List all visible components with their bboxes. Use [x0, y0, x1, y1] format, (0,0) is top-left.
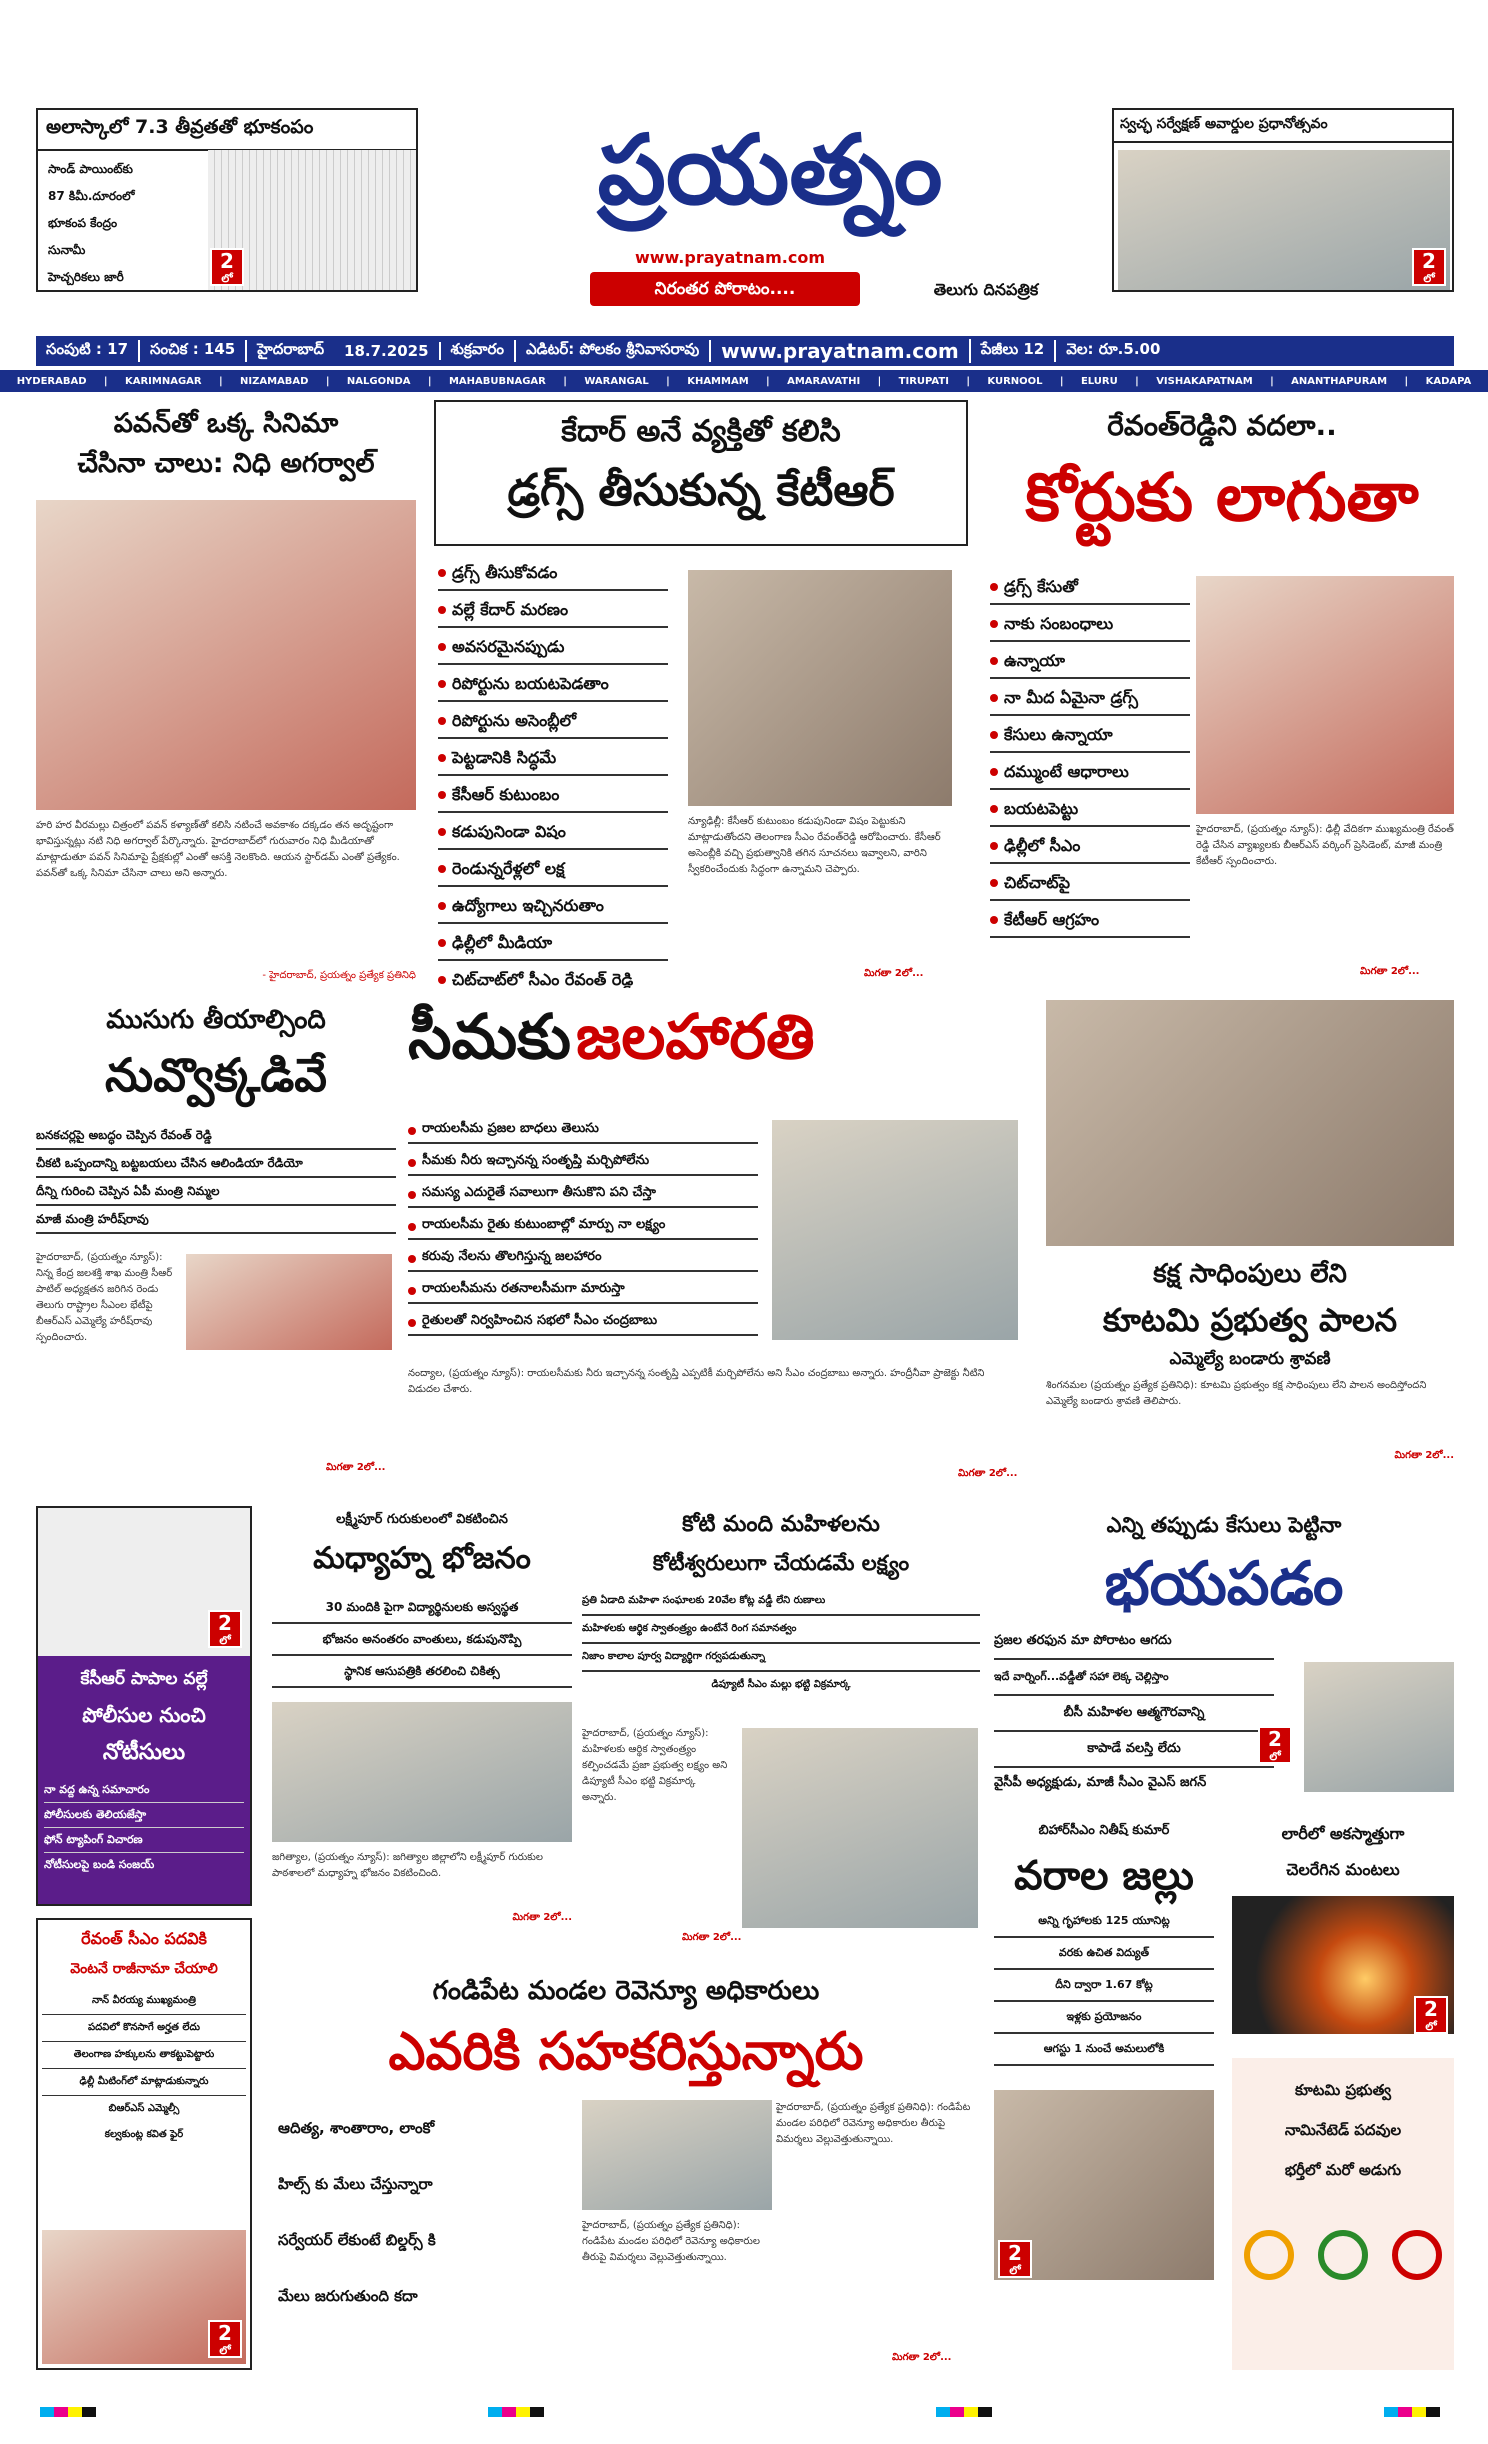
story-jagan: ఎన్ని తప్పుడు కేసులు పెట్టినా భయపడం ప్రజల తరఫున మా పోరాటం ఆగదు ఇదే వార్నింగ్...వడ్డీతో సహా లెక్క చెల్లిస్తాం బీసీ మహిళల ఆత్మగౌరవాన్ని కాపాడే వలస్తి లేదు వైసీపీ అధ్యక్షుడు, మాజీ సీఎం వైఎస్ జగన్ 2 లో — [994, 1506, 1454, 1800]
story3-bullets: డ్రగ్స్ కేసుతో నాకు సంబంధాలు ఉన్నాయా నా మీద ఏమైనా డ్రగ్స్ కేసులు ఉన్నాయా దమ్ముంటే ఆధారాలు బయటపెట్టు ఢిల్లీలో సీఎం చిట్‌చాట్‌పై కేటీఆర్ ఆగ్రహం — [990, 574, 1190, 944]
city: హైదరాబాద్ — [257, 340, 325, 358]
story-bhojanam: లక్ష్మీపూర్ గురుకులంలో వికటించిన మధ్యాహ్న భోజనం 30 మందికి పైగా విద్యార్థినులకు అస్వస్థత భోజనం అనంతరం వాంతులు, కడుపునొప్పి స్థానిక ఆసుపత్రికి తరలించి చికిత్స జగిత్యాల, (ప్రయత్నం న్యూస్): జగిత్యాల జిల్లాలోని లక్ష్మీపూర్ గురుకుల పాఠశాలలో మధ్యాహ్న భోజనం వికటించింది. మిగతా 2లో... — [272, 1512, 572, 1923]
left-top-box — [36, 108, 418, 292]
pages: పేజీలు 12 — [971, 340, 1057, 362]
bhatti-photo — [742, 1728, 978, 1928]
nidhi-pawan-photo — [36, 500, 416, 810]
printer-marks — [40, 2402, 1440, 2416]
story-ktr-court: రేవంత్‌రెడ్డిని వదలా.. కోర్టుకు లాగుతా డ్రగ్స్ కేసుతో నాకు సంబంధాలు ఉన్నాయా నా మీద ఏమైనా డ్రగ్స్ కేసులు ఉన్నాయా దమ్ముంటే ఆధారాలు బయటపెట్టు ఢిల్లీలో సీఎం చిట్‌చాట్‌పై కేటీఆర్ ఆగ్రహం హైదరాబాద్, (ప్రయత్నం న్యూస్): ఢిల్లీ వేదికగా ముఖ్యమంత్రి రేవంత్ రెడ్డి చేసిన వ్యాఖ్యలకు బీఆర్ఎస్ వర్కింగ్ ప్రెసిడెంట్, మాజీ మంత్రి కేటీఆర్ స్పందించారు. మిగతా 2లో... — [990, 404, 1454, 984]
day: శుక్రవారం — [441, 340, 517, 362]
page2-badge[interactable]: 2 లో — [1414, 1996, 1448, 2034]
story4-lines: బనకచర్లపై అబద్ధం చెప్పిన రేవంత్ రెడ్డి చీకటి ఒప్పందాన్ని బట్టబయలు చేసిన ఆలిండియా రేడియో దీన్ని గురించి చెప్పిన ఏపీ మంత్రి నిమ్మల మాజీ మంత్రి హరీష్‌రావు — [36, 1122, 396, 1234]
party-symbols — [1232, 2230, 1454, 2280]
jalaharathi-title: సీమకు జలహారతి — [408, 1000, 815, 1073]
chandrababu-photo — [772, 1120, 1018, 1340]
story-gandipet: గండిపేట మండల రెవెన్యూ అధికారులు ఎవరికి సహకరిస్తున్నారు ఆదిత్య, శాంతారాం, లాంకో హిల్స్ కు మేలు చేస్తున్నారా సర్వేయర్ లేకుంటే బిల్డర్స్ కి మేలు జరుగుతుంది కదా హైదరాబాద్, (ప్రయత్నం ప్రత్యేక ప్రతినిధి): గండిపేట మండల పరిధిలో రెవెన్యూ అధికారుల తీరుపై విమర్శలు వెల్లువెత్తుతున్నాయి. హైదరాబాద్, (ప్రయత్నం ప్రత్యేక ప్రతినిధి): గండిపేట మండల పరిధిలో రెవెన్యూ అధికారుల తీరుపై విమర్శలు వెల్లువెత్తుతున్నాయి. మిగతా 2లో... — [278, 1976, 971, 2363]
page2-badge[interactable]: 2 లో — [1258, 1726, 1292, 1764]
ktr-photo — [1196, 576, 1454, 814]
hospital-photo — [272, 1702, 572, 1842]
masthead-tagline: నిరంతర పోరాటం.... — [590, 272, 860, 306]
story5-bullets: రాయలసీమ ప్రజల బాధలు తెలుసు సీమకు నీరు ఇచ్చానన్న సంతృప్తి మర్చిపోలేను సమస్య ఎదురైతే సవాలుగా తీసుకొని పని చేస్తా రాయలసీమ రైతు కుటుంబాల్లో మార్పు నా లక్ష్యం కరువు నేలను తొలగిస్తున్న జలహారం రాయలసీమను రతనాలసీమగా మారుస్తా రైతులతో నిర్వహించిన సభలో సీఎం చంద్రబాబు — [408, 1118, 758, 1342]
info-bar — [36, 336, 1454, 366]
page2-badge[interactable]: 2 లో — [1412, 248, 1446, 286]
story-bandi: 2 లో కేసీఆర్ పాపాల వల్లే పోలీసుల నుంచి నోటీసులు నా వద్ద ఉన్న సమాచారం పోలీసులకు తెలియజేస్తా ఫోన్ ట్యాపింగ్ విచారణ నోటీసులపై బండి సంజయ్ — [36, 1506, 252, 1906]
revanth-photo — [688, 570, 952, 806]
date: 18.7.2025 — [334, 342, 440, 360]
building-photo — [582, 2100, 772, 2210]
bandi-photo — [38, 1508, 250, 1656]
story-jalaharathi: సీమకు జలహారతి రాయలసీమ ప్రజల బాధలు తెలుసు సీమకు నీరు ఇచ్చానన్న సంతృప్తి మర్చిపోలేను సమస్య ఎదురైతే సవాలుగా తీసుకొని పని చేస్తా రాయలసీమ రైతు కుటుంబాల్లో మార్పు నా లక్ష్యం కరువు నేలను తొలగిస్తున్న జలహారం రాయలసీమను రతనాలసీమగా మారుస్తా రైతులతో నిర్వహించిన సభలో సీఎం చంద్రబాబు నంద్యాల, (ప్రయత్నం న్యూస్): రాయలసీమకు నీరు ఇచ్చానన్న సంతృప్తి ఎప్పటికీ మర్చిపోలేను అని సీఎం చంద్రబాబు అన్నారు. హంద్రీనీవా ప్రాజెక్టు నీటిని విడుదల చేశారు. మిగతా 2లో... — [408, 1000, 1022, 1484]
villagers-photo — [1046, 1000, 1454, 1246]
city-bar: HYDERABAD | KARIMNAGAR | NIZAMABAD | NALGONDA | MAHABUBNAGAR | WARANGAL | KHAMMAM | AMARAVATHI | TIRUPATI | KURNOOL | ELURU | VISHAKAPATNAM | ANANTHAPURAM | KADAPA — [0, 370, 1488, 392]
harish-photo — [186, 1254, 392, 1350]
masthead-website[interactable]: www.prayatnam.com — [634, 248, 825, 267]
issue: సంచిక : 145 — [140, 340, 247, 362]
story2-bullets: డ్రగ్స్ తీసుకోవడం వల్లే కేదార్ మరణం అవసరమైనప్పుడు రిపోర్టును బయటపెడతాం రిపోర్టును అసెంబ్లీలో పెట్టడానికి సిద్ధమే కేసీఆర్ కుటుంబం కడుపునిండా విషం రెండున్నరేళ్లలో లక్ష ఉద్యోగాలు ఇచ్చినరుతాం ఢిల్లీలో మీడియా చిట్‌చాట్‌లో సీఎం రేవంత్ రెడ్డి — [438, 560, 668, 988]
story-ktr-drugs: కేదార్ అనే వ్యక్తితో కలిసి డ్రగ్స్ తీసుకున్న కేటీఆర్ డ్రగ్స్ తీసుకోవడం వల్లే కేదార్ మరణం అవసరమైనప్పుడు రిపోర్టును బయటపెడతాం రిపోర్టును అసెంబ్లీలో పెట్టడానికి సిద్ధమే కేసీఆర్ కుటుంబం కడుపునిండా విషం రెండున్నరేళ్లలో లక్ష ఉద్యోగాలు ఇచ్చినరుతాం ఢిల్లీలో మీడియా చిట్‌చాట్‌లో సీఎం రేవంత్ రెడ్డి న్యూఢిల్లీ: కేసీఆర్ కుటుంబం కడుపునిండా విషం పెట్టుకుని మాట్లాడుతోందని తెలంగాణ సీఎం రేవంత్‌రెడ్డి ఆరోపించారు. కేసీఆర్ అసెంబ్లీకి వచ్చి ప్రభుత్వానికి తగిన సూచనలు ఇవ్వాలని, వారిని స్వీకరించేందుకు సిద్ధంగా ఉన్నామని చెప్పారు. మిగతా 2లో... — [434, 400, 968, 988]
website-link[interactable]: www.prayatnam.com — [711, 339, 971, 363]
story-lorry: లారీలో అకస్మాత్తుగా చెలరేగిన మంటలు 2 లో — [1232, 1816, 1454, 2042]
price: వెల: రూ.5.00 — [1066, 340, 1161, 358]
story-nitish: బిహార్‌సీఎం నితీష్ కుమార్ వరాల జల్లు అన్ని గృహాలకు 125 యూనిట్ల వరకు ఉచిత విద్యుత్ దీని ద్వారా 1.67 కోట్ల ఇళ్లకు ప్రయోజనం ఆగస్టు 1 నుంచే అమలులోకి 2 లో — [994, 1816, 1214, 2376]
page2-badge[interactable]: 2 లో — [998, 2240, 1032, 2278]
right-top-box — [1112, 108, 1454, 292]
left-top-lines: సాండ్ పాయింట్‌కు 87 కిమీ.దూరంలో భూకంప కేంద్రం సునామీ హెచ్చరికలు జారీ — [48, 162, 135, 284]
page2-badge[interactable]: 2 లో — [208, 1610, 242, 1648]
jagan-photo — [1304, 1662, 1454, 1792]
right-top-headline: స్వచ్ఛ సర్వేక్షణ్ అవార్డుల ప్రధానోత్సవం — [1114, 110, 1452, 143]
masthead-logo: ప్రయత్నం — [597, 114, 943, 226]
page2-badge[interactable]: 2 లో — [210, 248, 244, 286]
story-nominated: కూటమి ప్రభుత్వ నామినేటెడ్ పదవుల భర్తీలో మరో అడుగు — [1232, 2058, 1454, 2370]
story-bhatti: కోటి మంది మహిళలను కోటీశ్వరులుగా చేయడమే లక్ష్యం ప్రతి ఏడాది మహిళా సంఘాలకు 20వేల కోట్ల వడ్డీ లేని రుణాలు మహిళలకు ఆర్థిక స్వాతంత్ర్యం ఉంటేనే రింగ సమానత్వం నిజాం కాలాల పూర్వ విద్యార్థిగా గర్వపడుతున్నా డిప్యూటీ సీఎం మల్లు భట్టి విక్రమార్క హైదరాబాద్, (ప్రయత్నం న్యూస్): మహిళలకు ఆర్థిక స్వాతంత్ర్యం కల్పించడమే ప్రజా ప్రభుత్వ లక్ష్యం అని డిప్యూటీ సీఎం భట్టి విక్రమార్క అన్నారు. మిగతా 2లో... — [582, 1506, 980, 1956]
award-photo — [1118, 150, 1450, 290]
story-kootami: కక్ష సాధింపులు లేని కూటమి ప్రభుత్వ పాలన ఎమ్మెల్యే బండారు శ్రావణి శింగనమల (ప్రయత్నం ప్రత్యేక ప్రతినిధి): కూటమి ప్రభుత్వం కక్ష సాధింపులు లేని పాలన అందిస్తోందని ఎమ్మెల్యే బండారు శ్రావణి తెలిపారు. మిగతా 2లో... — [1046, 1000, 1454, 1484]
volume: సంపుటి : 17 — [36, 340, 140, 362]
story-kavitha: రేవంత్ సీఎం పదవికి వెంటనే రాజీనామా చేయాలి నాన్ వీరయ్య ముఖ్యమంత్రి పదవిలో కొనసాగే అర్హత లేదు తెలంగాణ హక్కులను తాకట్టుపెట్టారు ఢిల్లీ మీటింగ్‌లో మాట్లాడుకున్నారు బిఆర్ఎస్ ఎమ్మెల్సీ కల్వకుంట్ల కవిత ఫైర్ 2 లో — [36, 1918, 252, 2370]
masthead-subtitle: తెలుగు దినపత్రిక — [933, 280, 1039, 299]
story-harish: ముసుగు తీయాల్సింది నువ్వొక్కడివే బనకచర్లపై అబద్ధం చెప్పిన రేవంత్ రెడ్డి చీకటి ఒప్పందాన్ని బట్టబయలు చేసిన ఆలిండియా రేడియో దీన్ని గురించి చెప్పిన ఏపీ మంత్రి నిమ్మల మాజీ మంత్రి హరీష్‌రావు హైదరాబాద్, (ప్రయత్నం న్యూస్): నిన్న కేంద్ర జలశక్తి శాఖ మంత్రి సీఆర్ పాటిల్ అధ్యక్షతన జరిగిన రెండు తెలుగు రాష్ట్రాల సీఎంల భేటీపై బీఆర్ఎస్ ఎమ్మెల్యే హరీష్‌రావు స్పందించారు. మిగతా 2లో... — [36, 1000, 396, 1480]
story-nidhi: పవన్‌తో ఒక్క సినిమా చేసినా చాలు: నిధి అగర్వాల్ హరి హర వీరమల్లు చిత్రంలో పవన్ కళ్యాణ్‌తో కలిసి నటించే అవకాశం దక్కడం తన అదృష్టంగా భావిస్తున్నట్లు నటి నిధి అగర్వాల్ పేర్కొన్నారు. హైదరాబాద్‌లో గురువారం నిధి మీడియాతో మాట్లాడుతూ పవన్ సినిమాపై ప్రేక్షకుల్లో ఎంతో ఆసక్తి నెలకొంది. ఆయన స్టార్‌డమ్ ఎంతో ప్రత్యేకం. పవన్‌తో ఒక్క సినిమా చేసినా చాలు అని అన్నారు. - హైదరాబాద్, ప్రయత్నం ప్రత్యేక ప్రతినిధి — [36, 408, 416, 981]
page2-badge[interactable]: 2 లో — [208, 2320, 242, 2358]
left-top-headline: అలాస్కాలో 7.3 తీవ్రతతో భూకంపం — [38, 110, 416, 151]
editor: ఎడిటర్: పోలకం శ్రీనివాసరావు — [516, 340, 711, 362]
